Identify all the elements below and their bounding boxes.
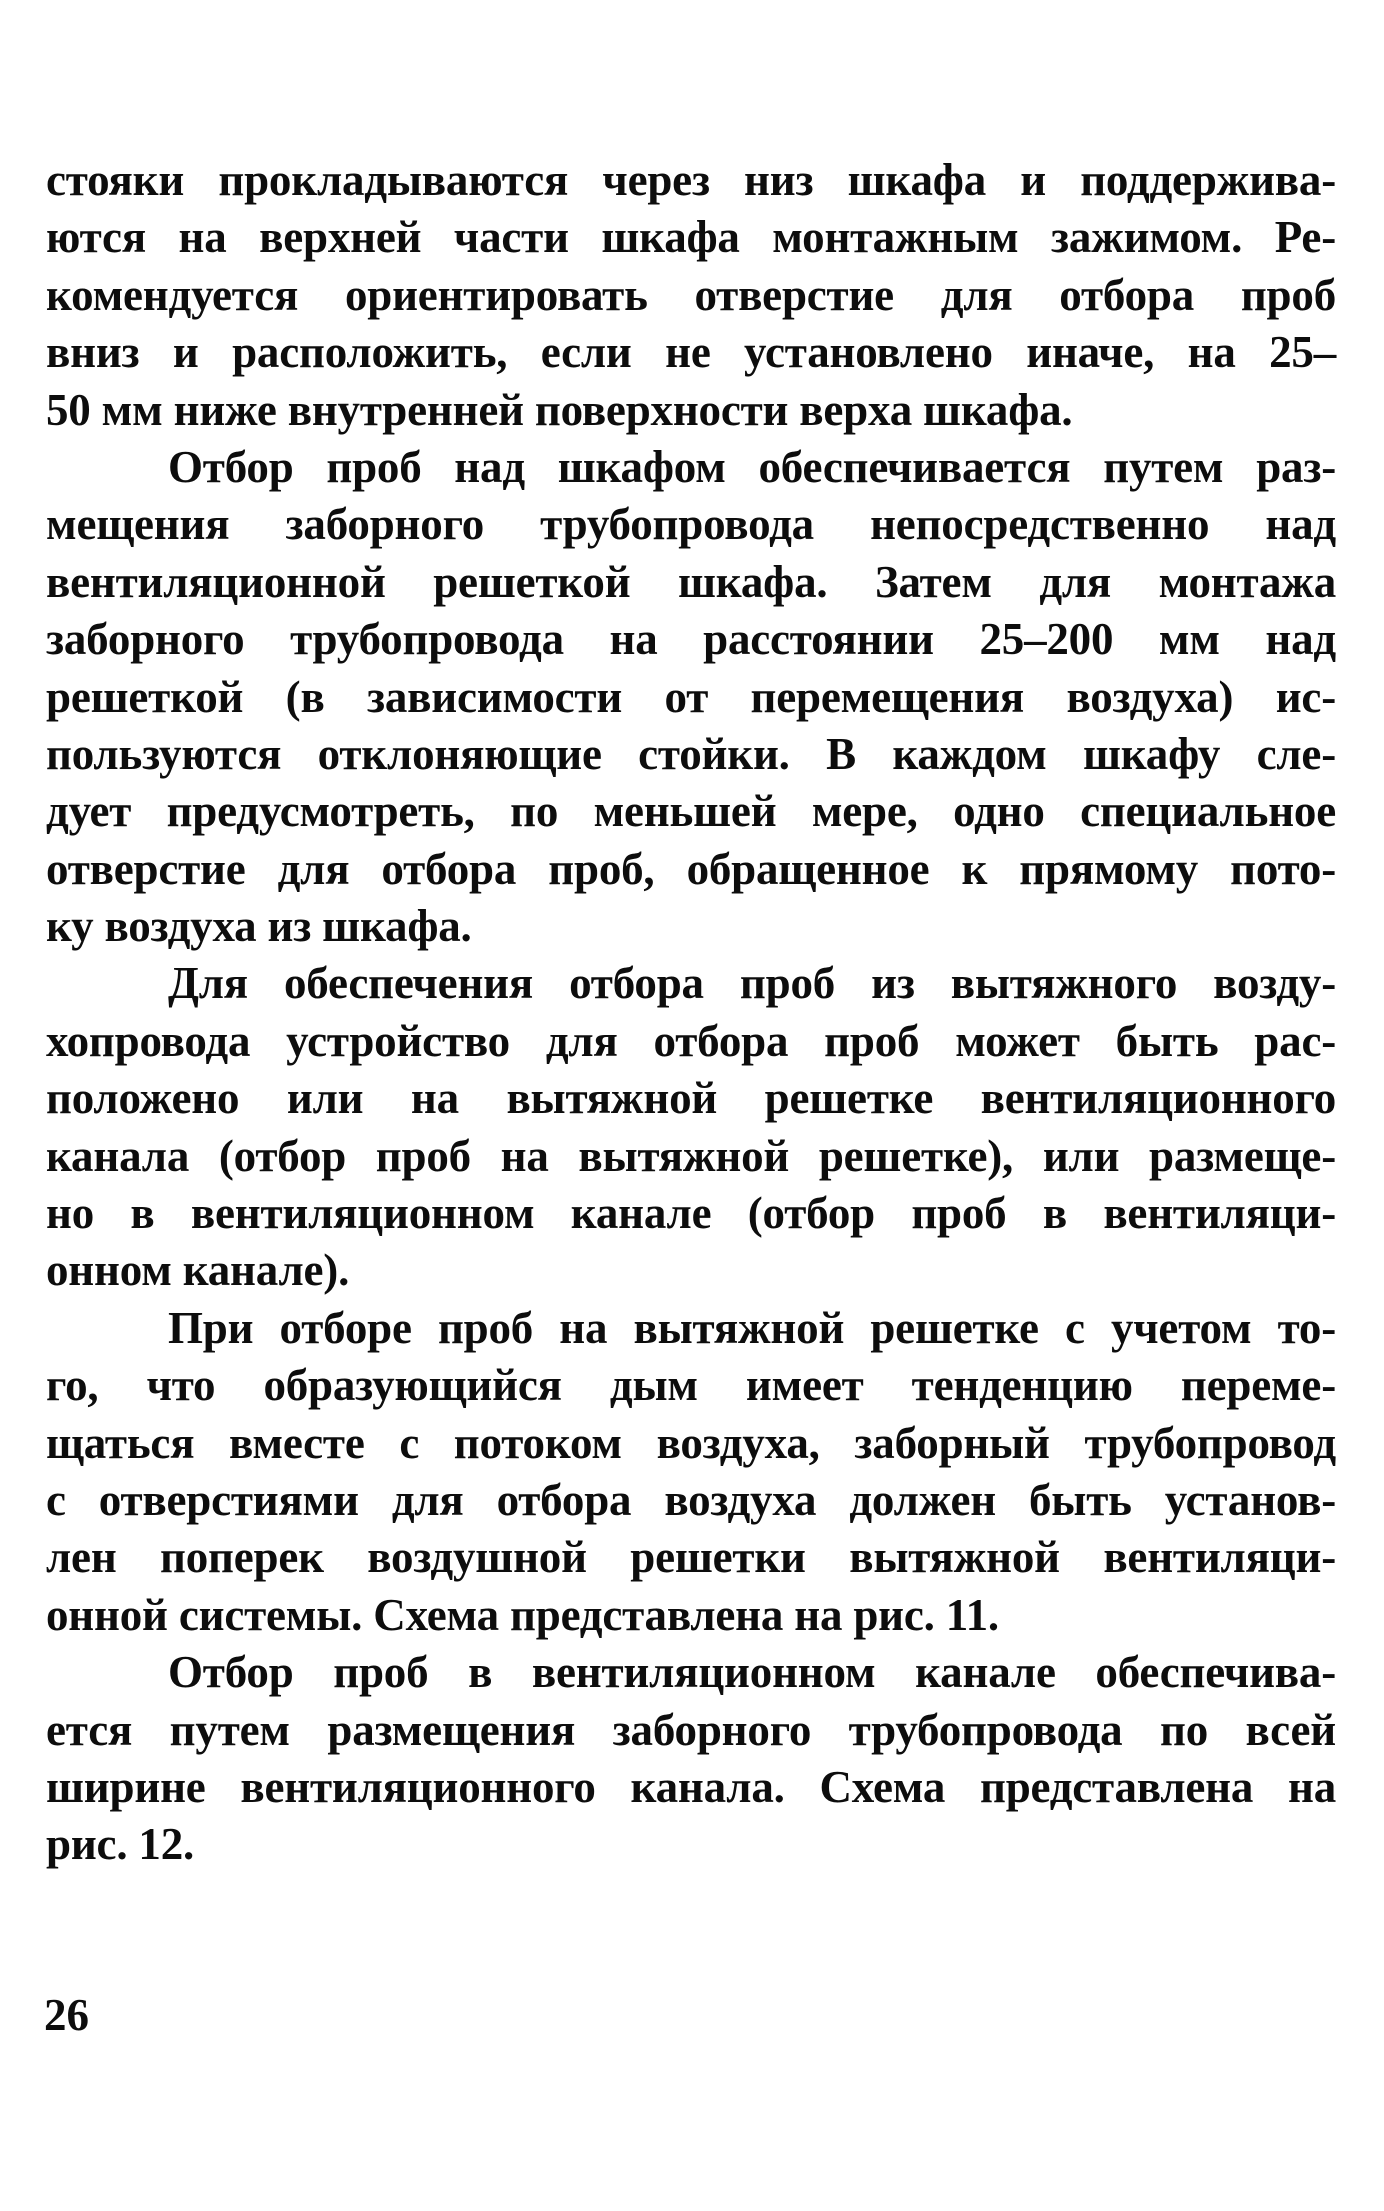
text-line: онной системы. Схема представлена на рис. 11. (46, 1589, 999, 1640)
paragraph-4 (46, 1300, 1336, 1644)
text-line: щаться вместе с потоком воздуха, заборный трубопровод (46, 1417, 1336, 1468)
paragraph-3 (46, 955, 1336, 1299)
text-line: Отбор проб над шкафом обеспечивается путем раз- (168, 441, 1336, 492)
text-line: вентиляционной решеткой шкафа. Затем для монтажа (46, 556, 1336, 607)
text-line: лен поперек воздушной решетки вытяжной вентиляци- (46, 1532, 1336, 1583)
text-line: ется путем размещения заборного трубопровода по всей (46, 1704, 1336, 1755)
text-line: с отверстиями для отбора воздуха должен быть установ- (46, 1474, 1336, 1525)
page-body (46, 152, 1336, 1874)
text-line: отверстие для отбора проб, обращенное к прямому пото- (46, 843, 1336, 894)
text-line: положено или на вытяжной решетке вентиляционного (46, 1073, 1336, 1124)
text-line: При отборе проб на вытяжной решетке с учетом то- (168, 1302, 1336, 1353)
paragraph-1 (46, 152, 1336, 439)
text-line: мещения заборного трубопровода непосредственно над (46, 499, 1336, 550)
text-line: дует предусмотреть, по меньшей мере, одно специальное (46, 786, 1336, 837)
text-line: го, что образующийся дым имеет тенденцию переме- (46, 1360, 1336, 1411)
text-line: пользуются отклоняющие стойки. В каждом шкафу сле- (46, 728, 1336, 779)
text-line: рис. 12. (46, 1819, 195, 1870)
paragraph-5 (46, 1644, 1336, 1874)
page-number: 26 (44, 1990, 89, 2040)
text-line: ширине вентиляционного канала. Схема представлена на (46, 1761, 1336, 1812)
text-line: хопровода устройство для отбора проб может быть рас- (46, 1015, 1336, 1066)
text-line: онном канале). (46, 1245, 350, 1296)
text-line: но в вентиляционном канале (отбор проб в вентиляци- (46, 1188, 1336, 1239)
text-line: вниз и расположить, если не установлено иначе, на 25– (46, 327, 1336, 378)
text-line: комендуется ориентировать отверстие для отбора проб (46, 269, 1336, 320)
text-line: заборного трубопровода на расстоянии 25–200 мм над (46, 614, 1336, 665)
text-line: ку воздуха из шкафа. (46, 901, 472, 952)
text-line: Отбор проб в вентиляционном канале обеспечива- (168, 1647, 1336, 1698)
text-line: канала (отбор проб на вытяжной решетке), или размеще- (46, 1130, 1336, 1181)
paragraph-2 (46, 439, 1336, 956)
text-line: ются на верхней части шкафа монтажным зажимом. Ре- (46, 212, 1336, 263)
text-line: 50 мм ниже внутренней поверхности верха шкафа. (46, 384, 1073, 435)
text-line: стояки прокладываются через низ шкафа и поддержива- (46, 155, 1336, 205)
text-line: решеткой (в зависимости от перемещения воздуха) ис- (46, 671, 1336, 722)
text-line: Для обеспечения отбора проб из вытяжного возду- (168, 958, 1336, 1009)
